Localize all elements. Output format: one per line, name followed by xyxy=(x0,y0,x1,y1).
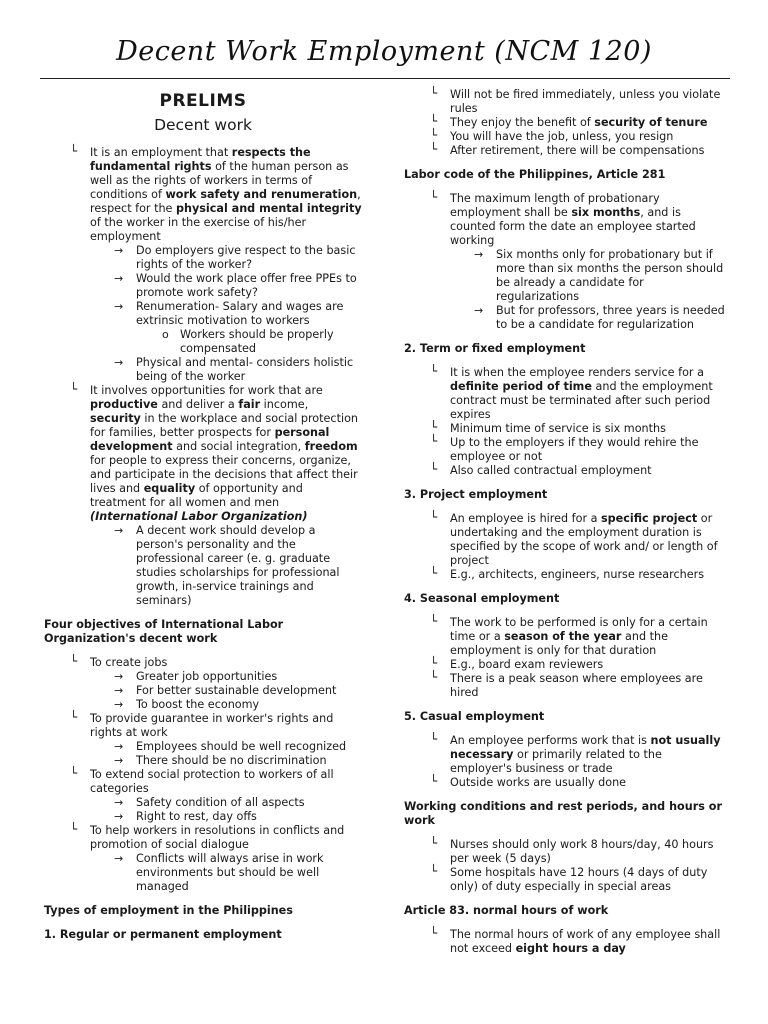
corner-bullet-icon: └ xyxy=(430,190,438,204)
ilo-objectives-list xyxy=(44,656,362,894)
corner-bullet-icon: └ xyxy=(430,614,438,628)
corner-bullet-icon: └ xyxy=(70,382,78,396)
regular-employment-list xyxy=(404,88,726,158)
list-item: └ Minimum time of service is six months xyxy=(430,420,666,435)
labor-code-list xyxy=(404,192,726,332)
sub-list xyxy=(90,852,362,894)
list-item: └ Some hospitals have 12 hours (4 days of duty only) of duty especially in special areas xyxy=(430,864,708,893)
right-column xyxy=(404,88,726,956)
circle-bullet-icon: o xyxy=(162,328,169,341)
list-item: → But for professors, three years is needed to be a candidate for regularization xyxy=(474,304,725,331)
article-83-heading: Article 83. normal hours of work xyxy=(404,904,609,917)
decent-work-heading: Decent work xyxy=(154,116,252,134)
regular-employment-heading: 1. Regular or permanent employment xyxy=(44,928,282,941)
corner-bullet-icon: └ xyxy=(430,836,438,850)
list-item: └ Also called contractual employment xyxy=(430,462,652,477)
list-item: └ E.g., architects, engineers, nurse researchers xyxy=(430,566,705,581)
list-item: → Greater job opportunities xyxy=(114,670,278,683)
arrow-bullet-icon: → xyxy=(114,244,124,257)
arrow-bullet-icon: → xyxy=(114,524,124,537)
working-conditions-heading: Working conditions and rest periods, and hours or work xyxy=(404,800,722,827)
corner-bullet-icon: └ xyxy=(430,510,438,524)
corner-bullet-icon: └ xyxy=(70,144,78,158)
list-item: └ They enjoy the benefit of security of tenure xyxy=(430,114,708,129)
list-item: └ To provide guarantee in worker's rights and rights at work → Employees should be well recognized → There should be no discrimination xyxy=(44,712,362,768)
list-item: └ It involves opportunities for work that are productive and deliver a fair income, security in the workplace and social protection for families, better prospects for personal development and social integration, freedom for people to express their concerns, organize, and participate in the decisions that affect their lives and equality of opportunity and treatment for all women and men (International Labor Organization) → A decent work should develop a person's personality and the professional career (e. g. graduate studies scholarships for professional growth, in-service trainings and seminars) xyxy=(44,384,362,608)
corner-bullet-icon: └ xyxy=(430,142,438,156)
arrow-bullet-icon: → xyxy=(114,852,124,865)
list-item: → Physical and mental- considers holistic being of the worker xyxy=(114,356,354,383)
sub-list xyxy=(90,740,362,768)
article-83-list xyxy=(404,928,726,956)
decent-work-list xyxy=(44,146,362,608)
arrow-bullet-icon: → xyxy=(114,698,124,711)
list-item: → Would the work place offer free PPEs to promote work safety? xyxy=(114,272,357,299)
list-item: └ An employee performs work that is not usually necessary or primarily related to the employer's business or trade xyxy=(430,732,721,775)
corner-bullet-icon: └ xyxy=(430,420,438,434)
corner-bullet-icon: └ xyxy=(430,566,438,580)
list-item: └ It is when the employee renders service for a definite period of time and the employment contract must be terminated after such period expires xyxy=(430,364,713,421)
corner-bullet-icon: └ xyxy=(70,654,78,668)
title-divider xyxy=(40,78,730,79)
corner-bullet-icon: └ xyxy=(70,822,78,836)
list-item: └ After retirement, there will be compensations xyxy=(430,142,705,157)
sub-sub-list xyxy=(136,328,362,356)
prelims-heading: PRELIMS xyxy=(159,91,247,111)
list-item: → To boost the economy xyxy=(114,698,260,711)
arrow-bullet-icon: → xyxy=(114,684,124,697)
corner-bullet-icon: └ xyxy=(430,462,438,476)
list-item: o Workers should be properly compensated xyxy=(162,328,334,355)
sub-list xyxy=(90,670,362,712)
list-item: └ It is an employment that respects the fundamental rights of the human person as well as the rights of workers in terms of conditions of work safety and renumeration, respect for the physical and mental integrity of the worker in the exercise of his/her employment → Do employers give respect to the basic rights of the worker? → Would the work place offer free PPEs to promote work safety? → Renumeration- Salary and wages are extrinsic motivation to workers o Workers should be properly compensated → Physical and mental- considers holistic being of the worker xyxy=(44,146,362,384)
ilo-objectives-heading: Four objectives of International Labor Organization's decent work xyxy=(44,618,284,645)
sub-list xyxy=(90,244,362,384)
list-item: └ E.g., board exam reviewers xyxy=(430,656,604,671)
arrow-bullet-icon: → xyxy=(474,248,484,261)
arrow-bullet-icon: → xyxy=(114,810,124,823)
seasonal-employment-heading: 4. Seasonal employment xyxy=(404,592,560,605)
list-item: └ To create jobs → Greater job opportunities → For better sustainable development → To boost the economy xyxy=(44,656,362,712)
page-title: Decent Work Employment (NCM 120) xyxy=(116,36,652,67)
corner-bullet-icon: └ xyxy=(430,86,438,100)
list-item: └ The maximum length of probationary employment shall be six months, and is counted form the date an employee started working → Six months only for probationary but if more than six months the person should be already a candidate for regularizations → But for professors, three years is needed to be a candidate for regularization xyxy=(404,192,726,332)
list-item: → Employees should be well recognized xyxy=(114,740,347,753)
corner-bullet-icon: └ xyxy=(430,732,438,746)
arrow-bullet-icon: → xyxy=(114,754,124,767)
list-item: → A decent work should develop a person's personality and the professional career (e. g. graduate studies scholarships for professional growth, in-service trainings and seminars) xyxy=(114,524,340,607)
arrow-bullet-icon: → xyxy=(114,300,124,313)
project-employment-list xyxy=(404,512,726,582)
term-employment-heading: 2. Term or fixed employment xyxy=(404,342,586,355)
list-item: → Safety condition of all aspects xyxy=(114,796,305,809)
corner-bullet-icon: └ xyxy=(430,364,438,378)
list-item: └ Up to the employers if they would rehire the employee or not xyxy=(430,434,699,463)
list-item: → Six months only for probationary but if more than six months the person should be already a candidate for regularizations xyxy=(474,248,724,303)
list-item: └ To help workers in resolutions in conflicts and promotion of social dialogue → Conflicts will always arise in work environments but should be well managed xyxy=(44,824,362,894)
corner-bullet-icon: └ xyxy=(430,128,438,142)
seasonal-employment-list xyxy=(404,616,726,700)
corner-bullet-icon: └ xyxy=(430,434,438,448)
sub-list xyxy=(90,796,362,824)
list-item: → Renumeration- Salary and wages are extrinsic motivation to workers o Workers should be properly compensated xyxy=(44,300,362,356)
list-item: → Conflicts will always arise in work environments but should be well managed xyxy=(114,852,324,893)
list-item: └ An employee is hired for a specific project or undertaking and the employment duration is specified by the scope of work and/ or length of project xyxy=(430,510,718,567)
list-item: → There should be no discrimination xyxy=(114,754,327,767)
list-item: └ You will have the job, unless, you resign xyxy=(430,128,674,143)
casual-employment-list xyxy=(404,734,726,790)
employment-types-heading: Types of employment in the Philippines xyxy=(44,904,293,917)
list-item: └ Nurses should only work 8 hours/day, 40 hours per week (5 days) xyxy=(430,836,714,865)
arrow-bullet-icon: → xyxy=(114,272,124,285)
list-item: → Do employers give respect to the basic rights of the worker? xyxy=(114,244,356,271)
arrow-bullet-icon: → xyxy=(474,304,484,317)
list-item: └ The normal hours of work of any employee shall not exceed eight hours a day xyxy=(430,926,721,955)
corner-bullet-icon: └ xyxy=(430,864,438,878)
list-item: └ Outside works are usually done xyxy=(430,774,627,789)
list-item: └ To extend social protection to workers of all categories → Safety condition of all aspects → Right to rest, day offs xyxy=(44,768,362,824)
list-item: └ There is a peak season where employees are hired xyxy=(430,670,703,699)
list-item: └ The work to be performed is only for a certain time or a season of the year and the employment is only for that duration xyxy=(430,614,708,657)
corner-bullet-icon: └ xyxy=(430,114,438,128)
list-item: → For better sustainable development xyxy=(114,684,337,697)
corner-bullet-icon: └ xyxy=(430,670,438,684)
corner-bullet-icon: └ xyxy=(430,656,438,670)
arrow-bullet-icon: → xyxy=(114,670,124,683)
sub-list xyxy=(450,248,726,332)
arrow-bullet-icon: → xyxy=(114,796,124,809)
corner-bullet-icon: └ xyxy=(430,774,438,788)
corner-bullet-icon: └ xyxy=(430,926,438,940)
arrow-bullet-icon: → xyxy=(114,740,124,753)
corner-bullet-icon: └ xyxy=(70,710,78,724)
term-employment-list xyxy=(404,366,726,478)
list-item: └ Will not be fired immediately, unless you violate rules xyxy=(430,86,721,115)
working-conditions-list xyxy=(404,838,726,894)
arrow-bullet-icon: → xyxy=(114,356,124,369)
left-column xyxy=(44,86,362,952)
casual-employment-heading: 5. Casual employment xyxy=(404,710,545,723)
sub-list xyxy=(90,524,362,608)
project-employment-heading: 3. Project employment xyxy=(404,488,548,501)
corner-bullet-icon: └ xyxy=(70,766,78,780)
labor-code-heading: Labor code of the Philippines, Article 281 xyxy=(404,168,666,181)
list-item: → Right to rest, day offs xyxy=(114,810,257,823)
